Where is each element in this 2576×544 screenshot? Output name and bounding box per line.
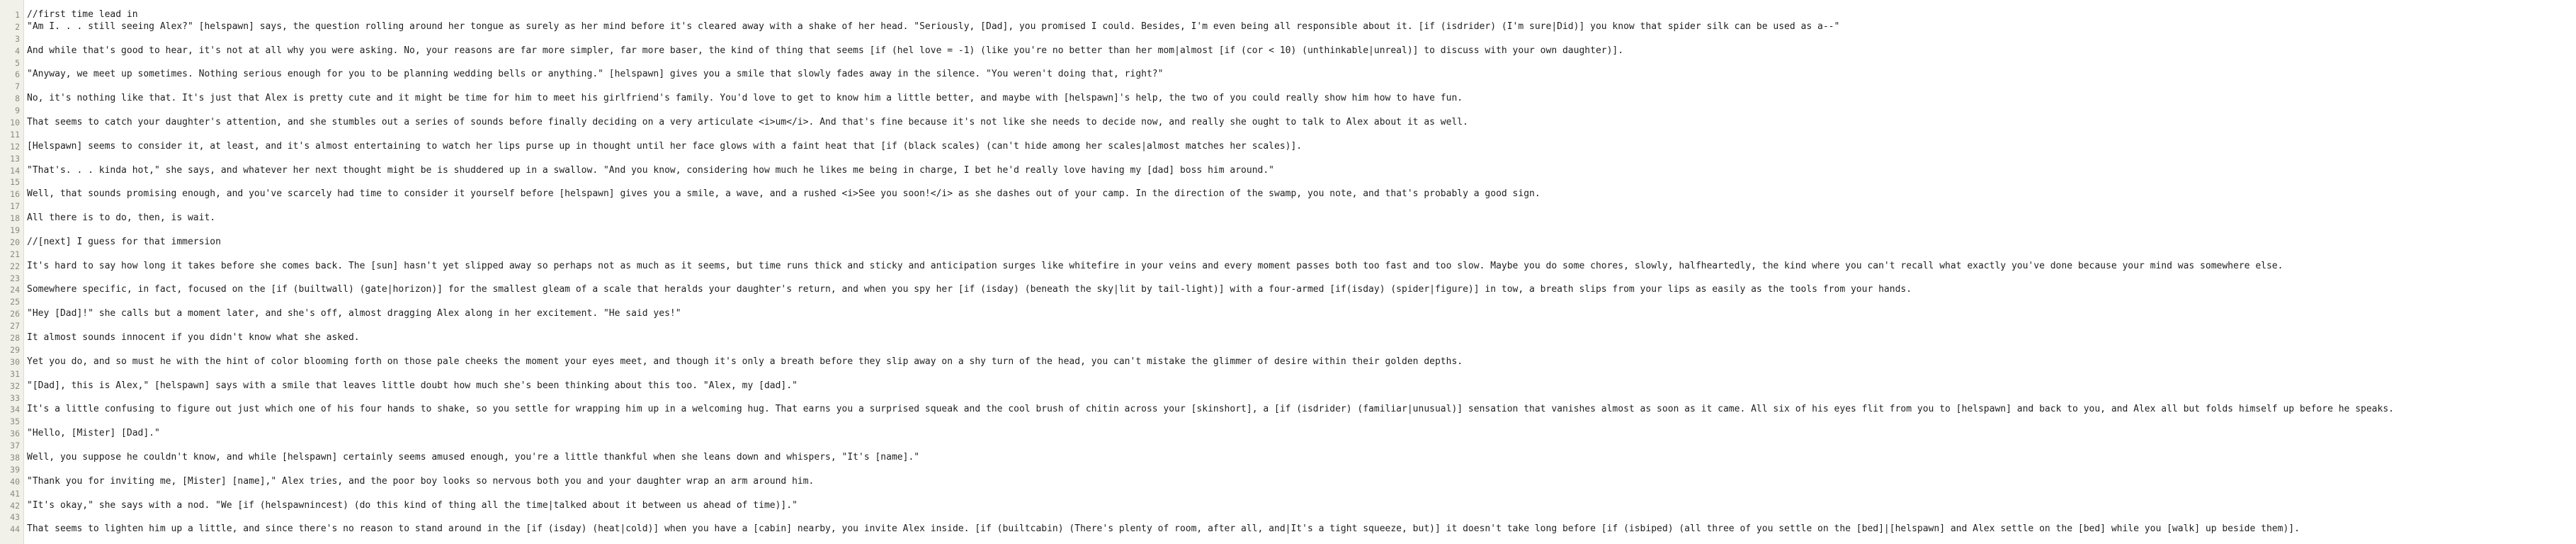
code-line[interactable] [27,33,2576,45]
code-line[interactable] [27,176,2576,188]
code-line[interactable]: All there is to do, then, is wait. [27,212,216,224]
line-number: 17 [10,201,20,212]
line-number: 2 [15,21,20,32]
line-number: 35 [10,416,20,427]
code-line[interactable]: And while that's good to hear, it's not at all why you were asking. No, your reasons are far more simpler, far more baser, the kind of thing that seems [if (hel love = -1) (like you're no better than her mom|almost [if (cor < 10) (unthinkable|unreal)] to discuss with your own daughter)]. [27,45,1624,56]
code-line[interactable]: "Anyway, we meet up sometimes. Nothing serious enough for you to be planning wedding bells or anything." [helspawn] gives you a smile that slowly fades away in the silence. "You weren't doing that, right?" [27,69,1164,80]
line-number: 23 [10,273,20,283]
code-line[interactable]: "Thank you for inviting me, [Mister] [name]," Alex tries, and the poor boy looks so nervous both you and your daughter wrap an arm around him. [27,475,815,487]
code-line[interactable]: It's a little confusing to figure out just which one of his four hands to shake, so you settle for wrapping him up in a welcoming hug. That earns you a surprised squeak and the cool brush of chitin across your [skinshort], a [if (isdrider) (familiar|unusual)] sensation that vanishes almost as soon as it came. All six of his eyes flit from you to [helspawn] and back to you, and Alex all but folds himself up before he speaks. [27,404,2394,415]
line-number: 42 [10,500,20,511]
code-line[interactable]: "Hello, [Mister] [Dad]." [27,428,160,439]
line-number: 26 [10,309,20,319]
line-number: 40 [10,476,20,487]
line-number-gutter [0,0,24,544]
code-line[interactable]: //[next] I guess for that immersion [27,236,221,247]
line-number: 1 [15,10,20,20]
code-line[interactable] [27,488,2576,500]
code-line[interactable]: "That's. . . kinda hot," she says, and whatever her next thought might be is shuddered up in a swallow. "And you know, considering how much he likes me being in charge, I bet he'd really love having my [dad] boss him around." [27,164,1274,176]
code-line[interactable] [27,273,2576,285]
code-line[interactable] [27,368,2576,380]
code-line[interactable]: "Am I. . . still seeing Alex?" [helspawn] says, the question rolling around her tongue as surely as her mind before it's cleared away with a shake of her head. "Seriously, [Dad], you promised I could. Besides, I'm even being all responsible about it. [if (isdrider) (I'm sure|Did)] you know that spider silk can be used as a--" [27,21,1840,32]
code-line[interactable] [27,464,2576,476]
code-line[interactable]: "[Dad], this is Alex," [helspawn] says with a smile that leaves little doubt how much she's been thinking about this too. "Alex, my [dad]." [27,380,798,391]
code-line[interactable] [27,440,2576,452]
code-line[interactable] [27,200,2576,212]
code-line[interactable]: [Helspawn] seems to consider it, at least, and it's almost entertaining to watch her lips purse up in thought until her face glows with a faint heat that [if (black scales) (can't hide among her scales|almost matches her scales)]. [27,140,1303,152]
line-number: 12 [10,141,20,152]
line-number: 22 [10,261,20,271]
code-line[interactable]: It's hard to say how long it takes before she comes back. The [sun] hasn't yet slipped away so perhaps not as much as it seems, but time runs thick and sticky and anticipation surges like whitefire in your veins and every moment passes both too fast and too slow. Maybe you do some chores, slowly, halfheartedly, the kind where you can't recall what exactly you've done because your mind was somewhere else. [27,260,2283,271]
code-line[interactable] [27,153,2576,165]
line-number: 14 [10,165,20,176]
line-number: 20 [10,237,20,247]
code-line[interactable] [27,225,2576,237]
line-number: 13 [10,153,20,164]
line-number: 24 [10,285,20,295]
code-line[interactable] [27,392,2576,404]
line-number: 11 [10,129,20,140]
code-line[interactable]: That seems to catch your daughter's attention, and she stumbles out a series of sounds before finally deciding on a very articulate <i>um</i>. And that's fine because it's not like she needs to decide now, and really she ought to talk to Alex about it as well. [27,117,1468,128]
line-number: 28 [10,333,20,344]
line-number: 36 [10,429,20,439]
line-number: 39 [10,464,20,475]
code-area[interactable] [24,0,2576,544]
code-line[interactable] [27,296,2576,308]
line-number: 18 [10,213,20,224]
line-number: 29 [10,344,20,355]
line-number: 33 [10,392,20,403]
line-number: 21 [10,249,20,259]
line-number: 38 [10,452,20,463]
line-number: 37 [10,441,20,451]
code-line[interactable]: It almost sounds innocent if you didn't know what she asked. [27,332,360,344]
code-line[interactable] [27,81,2576,93]
code-line[interactable]: //first time lead in [27,9,138,20]
code-line[interactable]: No, it's nothing like that. It's just that Alex is pretty cute and it might be time for him to meet his girlfriend's family. You'd love to get to know him a little better, and maybe with [helspawn]'s help, the two of you could really show him how to have fun. [27,93,1463,104]
code-line[interactable] [27,129,2576,141]
line-number: 44 [10,524,20,535]
line-number: 19 [10,225,20,236]
line-number: 6 [15,69,20,80]
line-number: 31 [10,368,20,379]
code-line[interactable]: Well, that sounds promising enough, and you've scarcely had time to consider it yourself before [helspawn] gives you a smile, a wave, and a rushed <i>See you soon!</i> as she dashes out of your camp. In the direction of the swamp, you note, and that's probably a good sign. [27,188,1541,200]
line-number: 10 [10,118,20,128]
line-number: 3 [15,33,20,44]
line-number: 5 [15,57,20,68]
line-number: 15 [10,177,20,188]
code-line[interactable]: Yet you do, and so must he with the hint of color blooming forth on those pale cheeks the moment your eyes meet, and though it's only a breath before they slip away on a shy turn of the head, you can't mistake the glimmer of desire within their golden depths. [27,356,1463,367]
code-line[interactable] [27,344,2576,356]
code-line[interactable]: Well, you suppose he couldn't know, and while [helspawn] certainly seems amused enough, you're a little thankful when she leans down and whispers, "It's [name]." [27,451,920,463]
code-line[interactable] [27,416,2576,428]
line-number: 27 [10,321,20,332]
line-number: 25 [10,297,20,307]
code-line[interactable] [27,320,2576,332]
line-number: 43 [10,512,20,523]
code-line[interactable] [27,105,2576,117]
line-number: 34 [10,404,20,415]
code-line[interactable]: "Hey [Dad]!" she calls but a moment later, and she's off, almost dragging Alex along in her excitement. "He said yes!" [27,308,681,319]
code-line[interactable] [27,511,2576,523]
code-line[interactable] [27,249,2576,261]
line-number: 9 [15,106,20,116]
code-line[interactable]: "It's okay," she says with a nod. "We [if (helspawnincest) (do this kind of thing all the time|talked about it between us ahead of time)]." [27,499,798,511]
line-number: 7 [15,81,20,92]
code-line[interactable]: Somewhere specific, in fact, focused on the [if (builtwall) (gate|horizon)] for the smallest gleam of a scale that heralds your daughter's return, and when you spy her [if (isday) (beneath the sky|lit by tail-light)] with a four-armed [if(isday) (spider|figure)] in tow, a breath slips from your lips as easily as the tools from your hands. [27,284,1912,295]
code-line[interactable]: That seems to lighten him up a little, and since there's no reason to stand around in the [if (isday) (heat|cold)] when you have a [cabin] nearby, you invite Alex inside. [if (builtcabin) (There's plenty of room, after all, and|It's a tight squeeze, but)] it doesn't take long before [if (isbiped) (all three of you settle on the [bed]|[helspawn] and Alex settle on the [bed] while you [walk] up beside them)]. [27,523,2300,535]
line-number: 30 [10,356,20,367]
line-number: 4 [15,45,20,56]
line-number: 41 [10,488,20,499]
code-line[interactable] [27,57,2576,69]
line-number: 16 [10,189,20,200]
line-number: 32 [10,380,20,391]
line-number: 8 [15,94,20,104]
